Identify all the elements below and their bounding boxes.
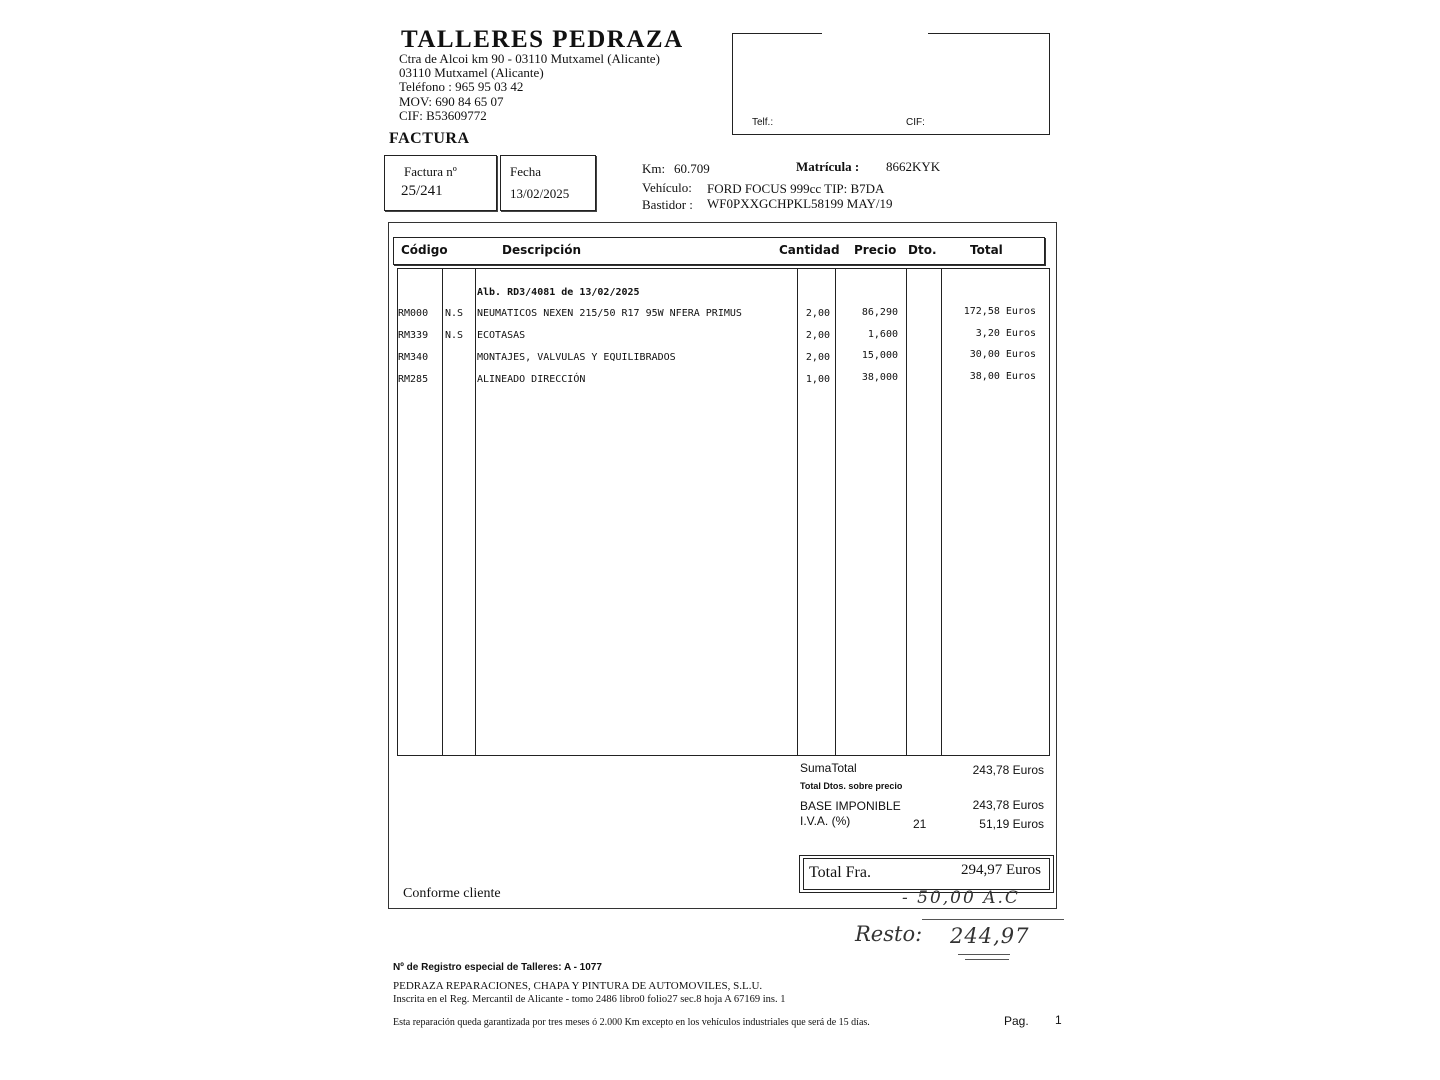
row-description: ECOTASAS <box>477 330 526 341</box>
footer-mercantil: Inscrita en el Reg. Mercantil de Alicante - tomo 2486 libro0 folio27 sec.8 hoja A 67169 ins. 1 <box>393 994 786 1005</box>
km-label: Km: <box>642 161 666 176</box>
footer-legal-name: PEDRAZA REPARACIONES, CHAPA Y PINTURA DE AUTOMOVILES, S.L.U. <box>393 980 763 992</box>
company-name: TALLERES PEDRAZA <box>401 26 684 53</box>
handwritten-underline <box>965 959 1009 960</box>
row-total: 3,20 Euros <box>975 328 1036 339</box>
row-quantity: 2,00 <box>805 352 830 363</box>
redaction-mark <box>822 30 928 36</box>
column-divider <box>442 268 443 756</box>
header-price: Precio <box>854 243 897 257</box>
invoice-number-label: Factura nº <box>404 164 457 179</box>
company-address-line2: 03110 Mutxamel (Alicante) <box>399 65 544 80</box>
company-phone: Teléfono : 965 95 03 42 <box>399 79 524 94</box>
row-code: RM340 <box>398 352 429 363</box>
chassis-value: WF0PXXGCHPKL58199 MAY/19 <box>707 196 893 211</box>
table-header <box>393 237 1045 265</box>
vat-value: 51,19 Euros <box>979 817 1044 831</box>
row-code: RM285 <box>398 374 429 385</box>
company-mobile: MOV: 690 84 65 07 <box>399 94 504 109</box>
row-description: NEUMATICOS NEXEN 215/50 R17 95W NFERA PRIMUS <box>477 308 742 319</box>
handwritten-payment: - 50,00 A.C <box>902 888 1020 908</box>
base-label: BASE IMPONIBLE <box>800 799 901 813</box>
header-code: Código <box>401 243 448 257</box>
chassis-label: Bastidor : <box>642 197 693 212</box>
row-flag: N.S <box>445 330 464 341</box>
row-code: RM000 <box>398 308 429 319</box>
km-value: 60.709 <box>674 161 710 176</box>
header-description: Descripción <box>502 243 581 257</box>
invoice-date: 13/02/2025 <box>510 186 570 201</box>
row-quantity: 2,00 <box>805 308 830 319</box>
column-divider <box>797 268 798 756</box>
delivery-note: Alb. RD3/4081 de 13/02/2025 <box>477 287 640 298</box>
client-telf-label: Telf.: <box>752 117 774 128</box>
row-price: 1,600 <box>867 329 898 340</box>
plate-label: Matrícula : <box>796 159 860 174</box>
sum-value: 243,78 Euros <box>972 763 1044 777</box>
row-total: 30,00 Euros <box>969 349 1036 360</box>
total-label: Total Fra. <box>809 864 871 881</box>
total-value: 294,97 Euros <box>961 862 1041 878</box>
row-description: ALINEADO DIRECCIÓN <box>477 374 586 385</box>
footer-registry: Nº de Registro especial de Talleres: A - 1077 <box>393 962 602 973</box>
document-title: FACTURA <box>389 130 470 147</box>
handwritten-rest-value: 244,97 <box>950 924 1030 948</box>
header-total: Total <box>970 243 1003 257</box>
base-value: 243,78 Euros <box>972 798 1044 812</box>
column-divider <box>941 268 942 756</box>
row-code: RM339 <box>398 330 429 341</box>
table-body <box>397 268 1050 756</box>
company-cif: CIF: B53609772 <box>399 108 487 123</box>
client-box <box>732 33 1050 135</box>
page-number: 1 <box>1055 1013 1062 1027</box>
invoice-number: 25/241 <box>401 183 443 199</box>
company-address-line1: Ctra de Alcoi km 90 - 03110 Mutxamel (Alicante) <box>399 51 660 66</box>
handwritten-rest-label: Resto: <box>855 922 923 946</box>
page-label: Pag. <box>1004 1014 1029 1028</box>
row-total: 38,00 Euros <box>969 371 1036 382</box>
footer-warranty: Esta reparación queda garantizada por tres meses ó 2.000 Km excepto en los vehículos industriales que será de 15 días. <box>393 1017 870 1028</box>
sum-label: SumaTotal <box>800 761 857 775</box>
column-divider <box>906 268 907 756</box>
client-conformity-label: Conforme cliente <box>403 886 501 901</box>
handwritten-underline <box>958 954 1010 955</box>
row-total: 172,58 Euros <box>963 306 1036 317</box>
discounts-label: Total Dtos. sobre precio <box>800 781 903 791</box>
row-flag: N.S <box>445 308 464 319</box>
header-discount: Dto. <box>908 243 937 257</box>
vat-label: I.V.A. (%) <box>800 814 851 828</box>
vehicle-value: FORD FOCUS 999cc TIP: B7DA <box>707 181 885 196</box>
invoice-date-label: Fecha <box>510 164 542 179</box>
client-cif-label: CIF: <box>906 117 925 128</box>
row-quantity: 2,00 <box>805 330 830 341</box>
vehicle-label: Vehículo: <box>642 180 692 195</box>
row-price: 15,000 <box>861 350 898 361</box>
vat-rate: 21 <box>913 817 927 831</box>
header-quantity: Cantidad <box>779 243 840 257</box>
column-divider <box>835 268 836 756</box>
column-divider <box>475 268 476 756</box>
plate-value: 8662KYK <box>886 159 941 174</box>
row-price: 86,290 <box>861 307 898 318</box>
row-description: MONTAJES, VALVULAS Y EQUILIBRADOS <box>477 352 676 363</box>
handwritten-underline <box>922 919 1064 920</box>
row-quantity: 1,00 <box>805 374 830 385</box>
row-price: 38,000 <box>861 372 898 383</box>
